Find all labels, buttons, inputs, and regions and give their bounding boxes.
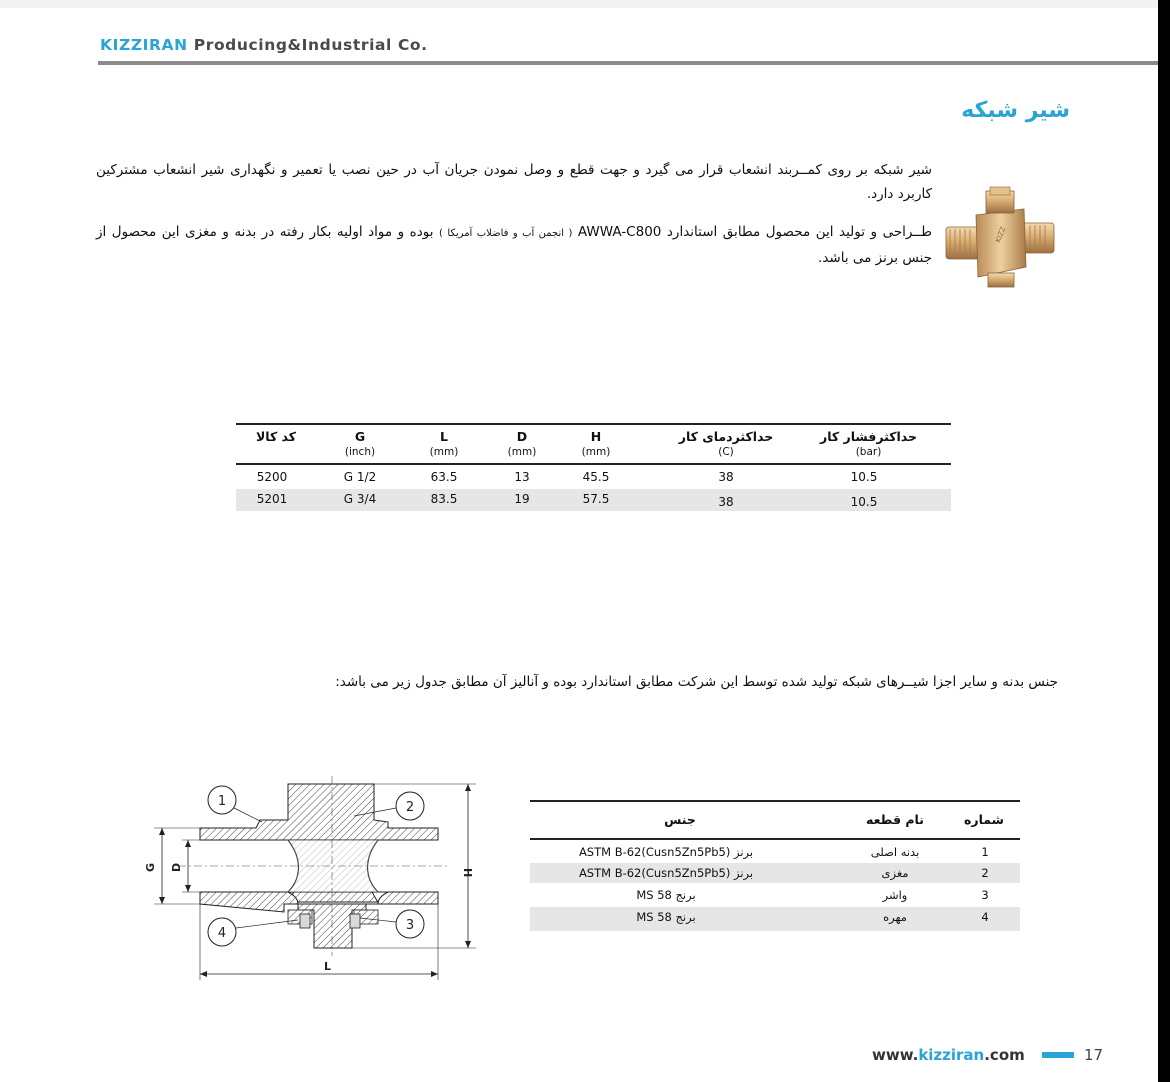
material-cell-material: برنج MS 58 <box>636 888 696 902</box>
header-divider <box>98 61 1158 65</box>
spec-header-rule <box>236 463 951 465</box>
table-row <box>530 907 1020 931</box>
material-cell-part: مهره <box>883 910 907 924</box>
brand-name: KIZZIRAN <box>100 36 188 54</box>
spec-header-temp: حداکثردمای کار <box>678 429 774 444</box>
company-name: Producing&Industrial Co. <box>193 36 428 54</box>
page-footer <box>872 1046 1104 1064</box>
description-standard-note: ( انجمن آب و فاضلاب آمریکا ) <box>439 228 573 239</box>
spec-header-h: H <box>590 429 602 444</box>
valve-section-diagram <box>138 772 500 984</box>
callout-3: 3 <box>405 918 415 933</box>
material-cell-part: بدنه اصلی <box>870 845 920 859</box>
spec-cell-temp: 38 <box>718 470 734 484</box>
description-paragraph-2 <box>96 220 932 270</box>
spec-header-d: D <box>516 429 528 444</box>
table-row <box>530 863 1020 883</box>
description-standard: طــراحی و تولید این محصول مطابق استاندارد AWWA-C800 <box>577 224 933 240</box>
spec-cell-pressure: 10.5 <box>850 470 878 484</box>
spec-header-code: کد کالا <box>255 429 297 444</box>
spec-header-g: G <box>354 429 366 444</box>
valve-photo <box>942 185 1058 295</box>
material-cell-material: برنز (ASTM B-62(Cusn5Zn5Pb5 <box>578 866 754 880</box>
callout-2: 2 <box>405 800 415 815</box>
material-cell-part: مغزی <box>881 866 909 880</box>
material-note: جنس بدنه و سایر اجزا شیــرهای شبکه تولید شده توسط این شرکت مطابق استاندارد بوده و آنالیز آن مطابق جدول زیر می باشد: <box>335 674 1058 690</box>
material-cell-number: 4 <box>981 910 989 924</box>
spec-cell-code: 5200 <box>256 470 288 484</box>
spec-unit-pressure: (bar) <box>855 446 882 458</box>
table-row <box>236 467 951 487</box>
callout-1: 1 <box>217 794 227 809</box>
spec-cell-l: 63.5 <box>430 470 458 484</box>
material-cell-material: برنز (ASTM B-62(Cusn5Zn5Pb5 <box>578 845 754 859</box>
description-material: بوده و مواد اولیه بکار رفته در بدنه و مغزی این محصول از جنس برنز می باشد. <box>96 224 932 266</box>
material-cell-part: واشر <box>882 888 908 902</box>
spec-header-pressure: حداکثرفشار کار <box>820 429 917 444</box>
dimension-l-label: L <box>324 960 332 973</box>
dimension-g-label: G <box>144 862 157 872</box>
spec-unit-temp: (C) <box>718 446 734 458</box>
spec-cell-g: G 3/4 <box>343 492 377 506</box>
material-header-part: نام قطعه <box>866 812 924 827</box>
page-number: 17 <box>1084 1046 1104 1064</box>
material-header-rule <box>530 838 1020 840</box>
material-cell-material: برنج MS 58 <box>636 910 696 924</box>
material-cell-number: 1 <box>981 845 989 859</box>
spec-unit-g: (inch) <box>344 446 376 458</box>
top-band <box>0 0 1158 8</box>
material-top-rule <box>530 800 1020 802</box>
spec-cell-d: 19 <box>514 492 530 506</box>
spec-top-rule <box>236 423 951 425</box>
spec-cell-pressure: 10.5 <box>850 495 878 509</box>
callout-4: 4 <box>217 926 227 941</box>
spec-cell-g: G 1/2 <box>343 470 377 484</box>
table-row <box>236 489 951 511</box>
material-header-number: شماره <box>964 812 1004 827</box>
spec-cell-d: 13 <box>514 470 530 484</box>
spec-header-l: L <box>440 429 448 444</box>
spec-cell-h: 57.5 <box>582 492 610 506</box>
spec-unit-l: (mm) <box>429 446 459 458</box>
dimension-d-label: D <box>170 862 183 872</box>
spec-cell-temp: 38 <box>718 495 734 509</box>
screen-edge <box>1158 0 1170 1082</box>
spec-cell-h: 45.5 <box>582 470 610 484</box>
table-row <box>530 885 1020 905</box>
material-cell-number: 3 <box>981 888 989 902</box>
footer-url[interactable]: www.kizziran.com <box>872 1046 1025 1064</box>
description-paragraph-1: شیر شبکه بر روی کمــربند انشعاب قرار می گیرد و جهت قطع و وصل نمودن جریان آب در حین نصب یا تعمیر و نگهداری شیر انشعاب مشترکین کاربرد دارد. <box>96 162 932 202</box>
table-row <box>530 842 1020 862</box>
spec-cell-code: 5201 <box>256 492 288 506</box>
dimension-h-label: H <box>461 868 474 878</box>
spec-cell-l: 83.5 <box>430 492 458 506</box>
spec-unit-d: (mm) <box>507 446 537 458</box>
product-title: شیر شبکه <box>961 98 1070 123</box>
material-cell-number: 2 <box>981 866 989 880</box>
svg-text:KIZZ: KIZZ <box>994 225 1008 244</box>
spec-unit-h: (mm) <box>581 446 611 458</box>
footer-accent-bar <box>1042 1052 1074 1058</box>
material-header-material: جنس <box>664 812 696 827</box>
page-header <box>100 36 428 54</box>
